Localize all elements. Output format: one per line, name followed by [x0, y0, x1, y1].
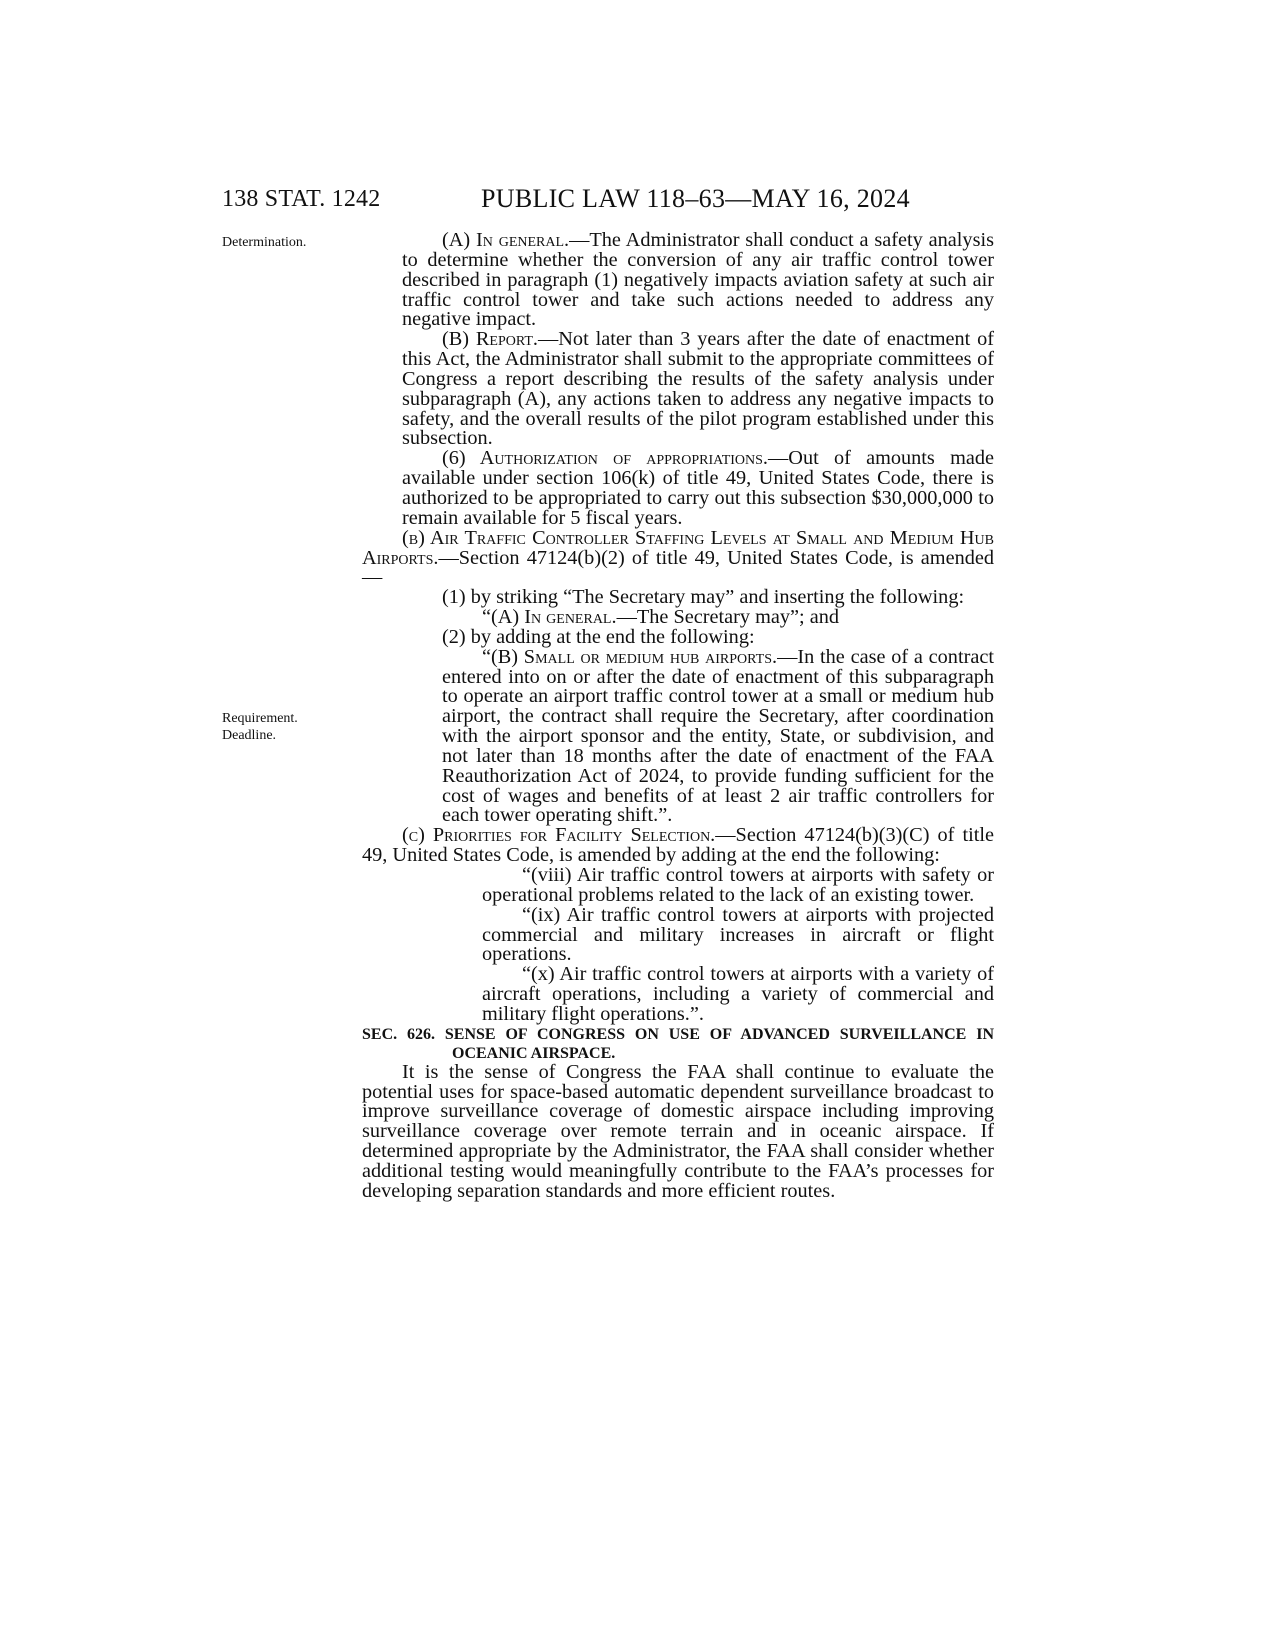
clause-viii — [362, 866, 994, 906]
quote-heading: “(B) Small or medium hub airports. — [482, 645, 778, 668]
subsection-heading: (b) Air Traffic Controller Staffing Levels at Small and Medium Hub Airports. — [362, 526, 994, 569]
paragraph-5a — [362, 231, 994, 330]
margin-note-text: Determination. — [222, 235, 307, 250]
item-text: (1) by striking “The Secretary may” and inserting the following: — [442, 586, 965, 609]
margin-note-requirement-deadline — [222, 710, 298, 744]
section-body: It is the sense of Congress the FAA shall continue to evaluate the potential uses for space-based automatic dependent surveillance broadcast to improve surveillance coverage of domestic airspace including improving surveillance coverage over remote terrain and in oceanic airspace. If determined appropriate by the Administrator, the FAA shall consider whether additional testing would meaningfully contribute to the FAA’s processes for developing separation standards and more efficient routes. — [362, 1060, 994, 1202]
clause-text: “(x) Air traffic control towers at airports with a variety of aircraft operations, including a variety of commercial and military flight operations.”. — [482, 963, 994, 1025]
subsection-heading: (c) Priorities for Facility Selection. — [402, 824, 716, 847]
section-heading-text: SEC. 626. SENSE OF CONGRESS ON USE OF ADVANCED SURVEILLANCE IN OCEANIC AIRSPACE. — [362, 1025, 994, 1062]
margin-note-text: Requirement. — [222, 711, 298, 726]
paragraph-heading: (B) Report. — [442, 328, 538, 351]
clause-ix — [362, 903, 994, 966]
subsection-text: —Section 47124(b)(2) of title 49, United States Code, is amended— — [362, 546, 994, 589]
subsection-c — [362, 826, 994, 866]
paragraph-heading: (6) Authorization of appropriations. — [442, 447, 769, 470]
quote-heading: “(A) In general. — [482, 606, 617, 629]
clause-x — [362, 965, 994, 1025]
margin-note-text: Deadline. — [222, 728, 277, 743]
paragraph-heading: (A) In general. — [442, 229, 570, 251]
subsection-text: —Section 47124(b)(3)(C) of title 49, United States Code, is amended by adding at the end the following: — [362, 824, 994, 867]
document-body — [362, 231, 994, 1202]
margin-note-determination — [222, 234, 306, 251]
paragraph-text: —Not later than 3 years after the date of enactment of this Act, the Administrator shall submit to the appropriate committees of Congress a report describing the results of the safety analysis under subparagraph (A), any actions taken to address any negative impacts to safety, and the overall results of the pilot program established under this subsection. — [402, 328, 995, 450]
clause-text: “(viii) Air traffic control towers at airports with safety or operational problems related to the lack of an existing tower. — [482, 864, 994, 906]
stat-page-number: 138 STAT. 1242 — [222, 186, 381, 212]
page-title: PUBLIC LAW 118–63—MAY 16, 2024 — [481, 184, 910, 213]
paragraph-5b — [362, 330, 994, 449]
quoted-subparagraph-b — [362, 645, 994, 827]
paragraph-text: —Out of amounts made available under section 106(k) of title 49, United States Code, there is authorized to be appropriated to carry out this subsection $30,000,000 to remain available for 5 fiscal years. — [402, 447, 994, 529]
quote-text: —In the case of a contract entered into on or after the date of enactment of this subparagraph to operate an airport traffic control tower at a small or medium hub airport, the contract shall require the Secretary, after coordination with the airport sponsor and the entity, State, or subdivision, and not later than 18 months after the date of enactment of the FAA Reauthorization Act of 2024, to provide funding sufficient for the cost of wages and benefits of at least 2 air traffic controllers for each tower operating shift.”. — [442, 645, 994, 827]
section-text — [362, 1060, 994, 1202]
subsection-b — [362, 526, 994, 589]
clause-text: “(ix) Air traffic control towers at airports with projected commercial and military increases in aircraft or flight operations. — [482, 903, 994, 966]
paragraph-text: —The Administrator shall conduct a safety analysis to determine whether the conversion of any air traffic control tower described in paragraph (1) negatively impacts aviation safety at such air traffic control tower and take such actions needed to address any negative impact. — [402, 229, 994, 331]
section-heading — [362, 1025, 994, 1063]
item-text: (2) by adding at the end the following: — [442, 625, 755, 648]
paragraph-6 — [362, 449, 994, 528]
quote-text: —The Secretary may”; and — [616, 606, 839, 629]
